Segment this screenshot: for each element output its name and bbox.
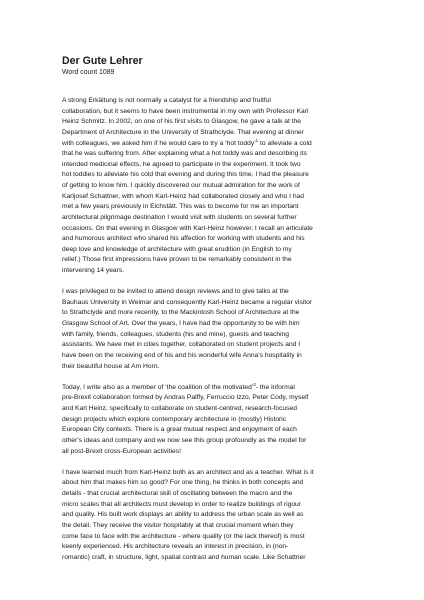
text-line: come face to face with the architecture - where quality (or the lack thereof) is most [62,532,305,540]
document-title: Der Gute Lehrer [62,55,143,67]
footnote-marker: 2 [253,381,256,387]
text-line: and Karl Heinz, specifically to collaborate on student-centred, research-focused [62,405,297,413]
text-line: hot toddies to alleviate his cold that evening and during this time, I had the pleasure [62,171,309,179]
text-line: Glasgow School of Art. Over the years, I have had the opportunity to be with him [62,320,300,328]
text-line: Karljosef Schattner, with whom Karl-Heinz had collaborated closely and who I had [62,192,304,200]
text-line: intervening 14 years. [62,267,125,274]
text-line: I was privileged to be invited to attend design reviews and to give talks at the [62,288,289,296]
paragraph [62,383,368,457]
text-line: pre-Brexit collaboration formed by Andras Palffy, Ferruccio Izzo, Peter Cody, myself [62,394,309,402]
text-line: of getting to know him. I quickly discovered our mutual admiration for the work of [62,182,300,189]
text-line: details - that crucial architectural skill of oscillating between the macro and the [62,490,293,498]
text-line: A strong Erkältung is not normally a catalyst for a friendship and fruitful [62,97,271,104]
text-line: with family, friends, colleagues, students (his and mine), guests and teaching [62,330,289,338]
text-line: met a few years previously in Eichstätt. This was to become for me an important [62,203,299,211]
text-line: intended medicinal effects, he agreed to participate in the experiment. It took two [62,160,301,168]
text-line: and quality. His built work displays an ability to address the urban scale as well as [62,511,304,519]
text-line: all post-Brexit cross-European activities! [62,447,181,455]
footnote-marker: 1 [255,137,259,143]
paragraph [62,468,368,564]
text-line: European City contexts. There is a great mutual respect and enjoyment of each [62,426,297,434]
word-count: Word count 1089 [62,69,115,76]
text-line: the detail. They receive the visitor hospitably at that crucial moment when they [62,521,294,529]
text-line: architectural pilgrimage destination I would visit with students on several further [62,213,297,221]
text-line: occasions. On that evening in Glasgow with Karl-Heinz however, I recall an articulate [62,224,313,232]
text-line: Heinz Schmitz. In 2002, on one of his first visits to Glasgow, he gave a talk at the [62,118,302,126]
text-line: relief.) Those first impressions have proven to be remarkably consistent in the [62,256,292,264]
text-line: with colleagues, we asked him if he would care to try a ‘hot toddy’$^1$ to alleviate a cold [62,137,312,147]
text-line: other’s ideas and company and we now see this group profoundly as the model for [62,436,307,444]
text-line: and humorous architect who shared his affection for working with students and his [62,235,305,243]
text-line: Bauhaus University in Weimar and consequently Karl-Heinz became a regular visitor [62,298,313,306]
document-body [62,96,368,563]
text-line: I have learned much from Karl-Heinz both as an architect and as a teacher. What is it [62,468,314,476]
text-line: deep love and knowledge of architecture with great erudition (in English to my [62,245,292,253]
text-line: collaboration, but it seems to have been instrumental in my own with Professor Karl [62,107,309,115]
text-line: that he was suffering from. After explaining what a hot toddy was and describing its [62,150,307,158]
paragraph [62,287,368,372]
text-line: about him that makes him so good? For one thing, he thinks in both concepts and [62,479,304,487]
text-line: assistants. We have met in cities together, collaborated on student projects and I [62,341,301,349]
text-line: keenly experienced. His architecture reveals an interest in precision, in (non- [62,543,289,551]
text-line: micro scales that all architects must develop in order to realize buildings of rigour [62,500,302,508]
text-line: have been on the receiving end of his and his wonderful wife Anna’s hospitality in [62,351,302,359]
paragraph [62,96,368,277]
text-line: their beautiful house at Am Horn. [62,362,160,370]
text-line: design projects which explore contemporary architecture in (mostly) Historic [62,415,287,423]
text-line: Today, I write also as a member of ‘the coalition of the motivated’$^2$- the informal [62,381,295,391]
text-line: to Strathclyde and more recently, to the Mackintosh School of Architecture at the [62,309,300,317]
text-line: romantic) craft, in structure, light, spatial contrast and human scale. Like Schattner [62,553,306,561]
text-line: Department of Architecture in the University of Strathclyde. That evening at dinner [62,128,304,136]
